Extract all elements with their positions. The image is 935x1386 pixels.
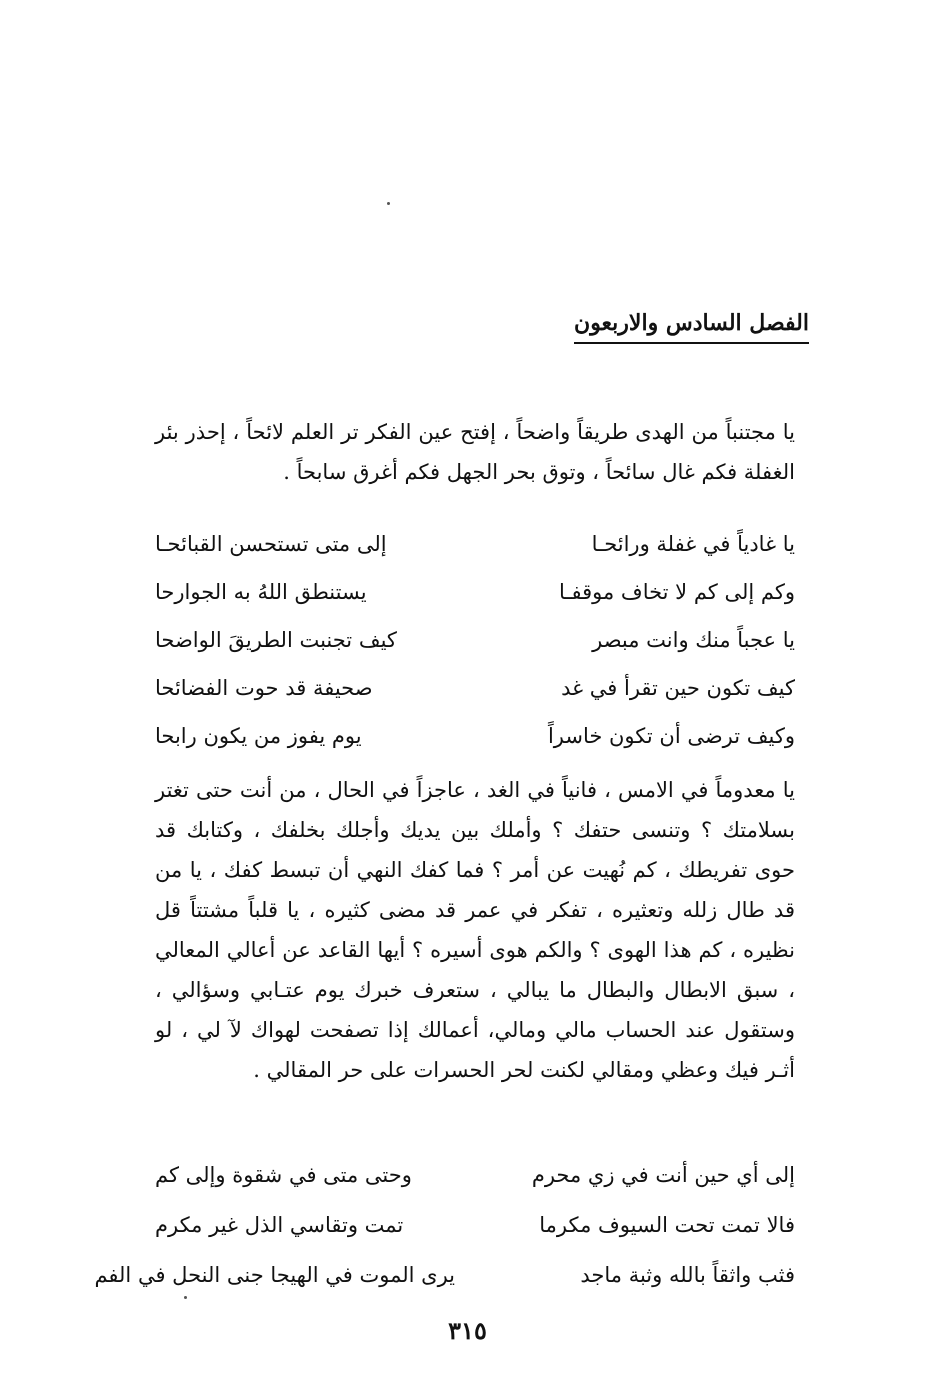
verse-line — [155, 520, 795, 568]
page-number: ٣١٥ — [448, 1316, 487, 1345]
verse-first-hemistich: يا عجباً منك وانت مبصر — [592, 628, 795, 652]
verse-second-hemistich: يستنطق اللهُ به الجوارحا — [155, 580, 367, 604]
verse-first-hemistich: وكم إلى كم لا تخاف موقفـا — [558, 580, 795, 604]
verse-second-hemistich: يوم يفوز من يكون رابحا — [155, 724, 362, 748]
verse-second-hemistich: تمت وتقاسي الذل غير مكرم — [155, 1213, 404, 1237]
verse-line — [155, 568, 795, 616]
verse-line — [94, 1250, 795, 1300]
verse-first-hemistich: وكيف ترضى أن تكون خاسراً — [547, 724, 795, 748]
poem-block-2 — [94, 1150, 795, 1300]
verse-first-hemistich: كيف تكون حين تقرأ في غد — [561, 676, 795, 700]
verse-first-hemistich: إلى أي حين أنت في زي محرم — [531, 1163, 795, 1187]
chapter-title: الفصل السادس والاربعون — [574, 310, 809, 344]
verse-line — [155, 616, 795, 664]
poem-block-1 — [155, 520, 795, 760]
verse-first-hemistich: يا غادياً في غفلة ورائحـا — [591, 532, 795, 556]
verse-first-hemistich: فالا تمت تحت السيوف مكرما — [539, 1213, 795, 1237]
verse-first-hemistich: فثب واثقاً بالله وثبة ماجد — [580, 1263, 795, 1287]
intro-paragraph — [155, 412, 795, 492]
paragraph-text: يا معدوماً في الامس ، فانياً في الغد ، عاجزاً في الحال ، من أنت حتى تغتر بسلامتك ؟ وتنسى حتفك ؟ وأملك بين يديك وأجلك بخلفك ، وكتابك قد حوى تفريطك ، كم نُهيت عن أمر ؟ فما كفك النهي أن تبسط كفك ، يا من قد طال زلله وتعثيره ، تفكر في عمر قد مضى كثيره ، يا قلباً مشتتاً قل نظيره ، كم هذا الهوى ؟ والكم هوى أسيره ؟ أيها القاعد عن أعالي المعالي ، سبق الابطال والبطال ما يبالي ، ستعرف خبرك يوم عتـابي وسؤالي ، وستقول عند الحساب مالي ومالي، أعمالك إذا تصفحت لهواك لآ لي ، لو أثـر فيك وعظي ومقالي لكنت لحر الحسرات على حر المقالي . — [155, 778, 795, 1082]
verse-second-hemistich: وحتى متى في شقوة وإلى كم — [155, 1163, 412, 1187]
verse-line — [155, 1200, 795, 1250]
page-speck — [387, 202, 390, 205]
verse-second-hemistich: صحيفة قد حوت الفضائحا — [155, 676, 373, 700]
verse-line — [155, 1150, 795, 1200]
verse-second-hemistich: إلى متى تستحسن القبائحـا — [155, 532, 387, 556]
paragraph-text: يا مجتنباً من الهدى طريقاً واضحاً ، إفتح عين الفكر تر العلم لائحاً ، إحذر بئر الغفلة فكم غال سائحاً ، وتوق بحر الجهل فكم أغرق سابحاً . — [155, 420, 795, 484]
verse-second-hemistich: كيف تجنبت الطريقَ الواضحا — [155, 628, 397, 652]
verse-line — [155, 664, 795, 712]
main-paragraph — [155, 770, 795, 1090]
verse-second-hemistich: يرى الموت في الهيجا جنى النحل في الفم — [94, 1263, 455, 1287]
verse-line — [155, 712, 795, 760]
